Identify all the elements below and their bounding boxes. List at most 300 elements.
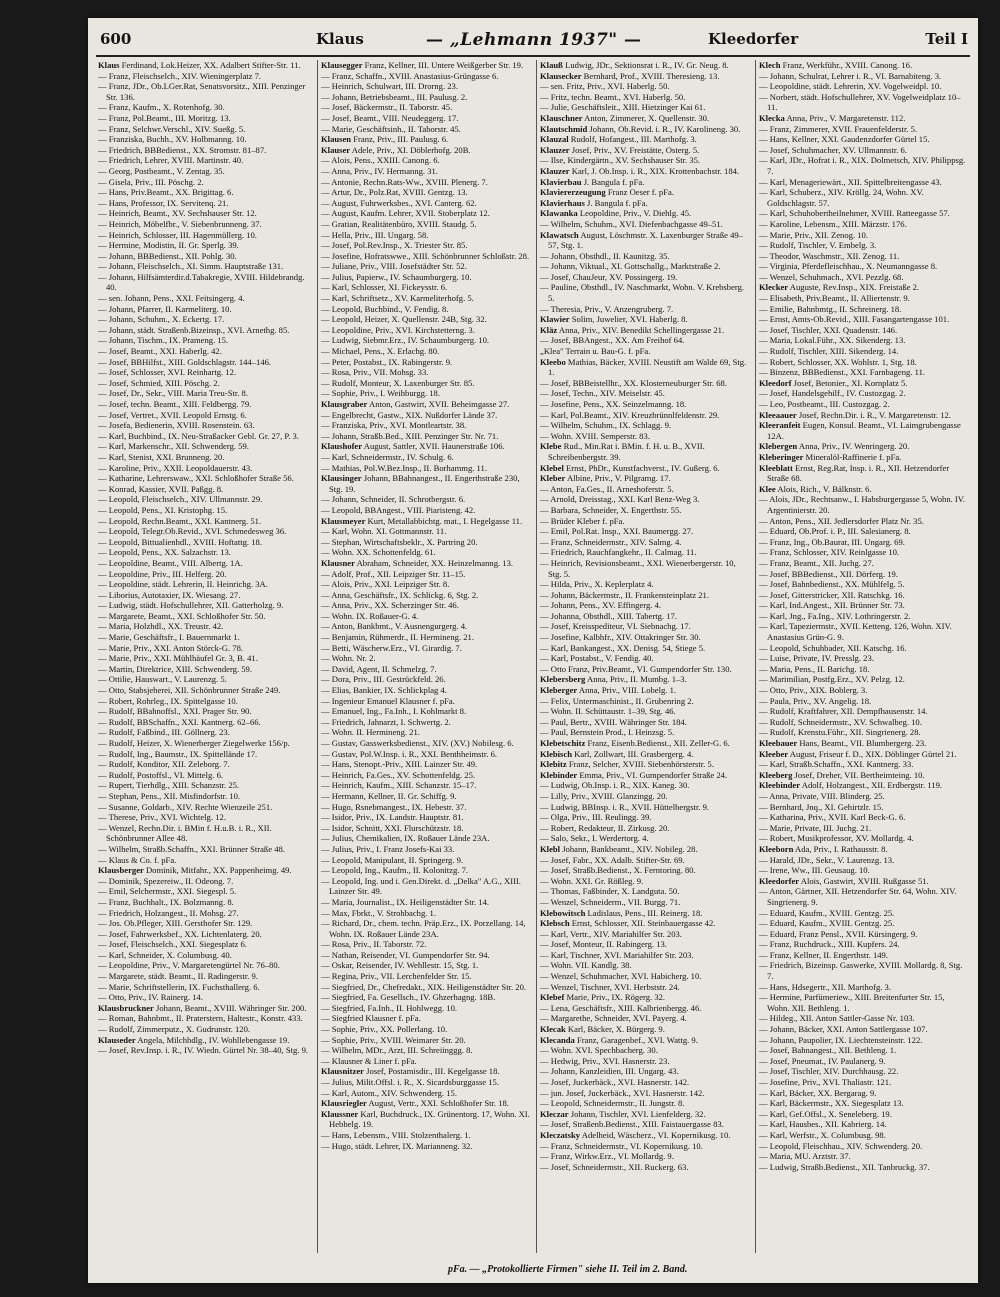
directory-entry: — Leopold, Ing. und i. Gen.Direkt. d. „Delka" A.G., XIII. Lainzer Str. 49. [321, 875, 521, 897]
directory-entry: — Julius, Chemikalien, IX. Roßauer Lände 23A. [321, 833, 490, 844]
directory-entry: — Hans, Stenopt.-Priv., XIII. Lainzer Str. 49. [321, 759, 478, 770]
directory-entry: — Ludwig, Ob.Insp. i. R., XIX. Kaneg. 30. [540, 780, 690, 791]
directory-entry: — Antonie, Rechn.Rats-Ww., XVIII. Plenerg. 7. [321, 176, 488, 187]
directory-entry: — Josefine, Kalbhfr., XIV. Ottakringer Str. 30. [540, 632, 701, 643]
directory-entry: — Binzenz, BBBedienst., XXI. Farnbageng. 11. [759, 367, 926, 378]
directory-entry: — Rosa, Priv., VII. Mohsg. 33. [321, 367, 429, 378]
directory-entry: — Leopold, Buchbind., V. Fendig. 8. [321, 303, 449, 314]
directory-entry: — Franz, Schneidermstr., VI. Kopernikusg. 10. [540, 1140, 703, 1151]
directory-entry: — Marie, Geschäftsfr., I. Bauernmarkt 1. [98, 632, 240, 643]
directory-entry: — Wenzel, Schuhmach., XVI. Pezzlg. 68. [759, 271, 904, 282]
directory-entry: Kleebo Mathias, Bäcker, XVIII. Neustift am Walde 69, Stg. 1. [540, 356, 747, 378]
directory-entry: Klebisch Karl, Zollwart, III. Grasbergerg. 4. [540, 748, 694, 759]
directory-entry: — Rudolf, Heizer, X. Wienerberger Ziegelwerke 156/p. [98, 738, 290, 748]
directory-entry: — David, Agent, II. Schmelzg. 7. [321, 663, 437, 674]
directory-entry: — Juliane, Priv., VIII. Josefstädter Str. 52. [321, 261, 467, 272]
directory-entry: — Adolf, Prof., XII. Leipziger Str. 11–15. [321, 568, 466, 579]
directory-entry: — Ludwig, Straßb.Bedienst., XII. Tanbruckg. 37. [759, 1161, 930, 1172]
directory-entry: Kleeblatt Ernst, Reg.Rat, Insp. i. R., XII. Hetzendorfer Straße 68. [759, 462, 950, 484]
directory-entry: — Franz, Fleischselch., XIV. Wieningerplatz 7. [98, 70, 262, 81]
directory-entry: — Rudolf, BBSchaffn., XXI. Kantnerg. 62–66. [98, 716, 261, 727]
directory-entry: — Friedrich, Lehrer, XVIII. Martinstr. 40. [98, 155, 244, 166]
directory-entry: — Johann, Fleischselch., XI. Simm. Hauptstraße 131. [98, 261, 284, 272]
directory-entry: — August, Kaufm. Lehrer, XVII. Stoberplatz 12. [321, 208, 490, 219]
directory-entry: Kleczar Johann, Tischler, XVI. Lienfelderg. 32. [540, 1108, 706, 1119]
directory-entry: — Wohn. II. Hermineng. 21. [321, 727, 420, 738]
directory-entry: — Johann, Pfarrer, II. Karmeliterg. 10. [98, 303, 232, 314]
directory-entry: — Franz, JDr., Ob.LGer.Rat, Senatsvorsitz., XIII. Penzinger Str. 136. [98, 81, 306, 102]
directory-entry: — Norbert, städt. Hofschullehrer, XV. Vogelweidplatz 10–11. [759, 91, 961, 113]
directory-entry: Klebetschitz Franz, Eisenb.Bedienst., XII. Zeller-G. 6. [540, 738, 730, 748]
directory-entry: — Hans, Professor, IX. Servitenq. 21. [98, 197, 229, 208]
directory-entry: — Marimilian, Postfg.Erz., XV. Pelzg. 12. [759, 674, 905, 685]
directory-entry: — Anna, Priv., IV. Hermanng. 31. [321, 165, 438, 176]
directory-entry: — Eduard, Franz Pensl., XVII. Kürsingerg. 9. [759, 928, 918, 939]
directory-entry: — Otto, Stabsjeherei, XII. Schönbrunner Straße 249. [98, 685, 281, 696]
directory-entry: Klausecker Bernhard, Prof., XVIII. Theresieng. 13. [540, 70, 720, 81]
directory-entry: — Michael, Pens., X. Erlachg. 80. [321, 346, 440, 357]
directory-entry: — Alois, JDr., Rechtsanw., I. Habsburgergasse 5, Wohn. IV. Argentinierstr. 20. [759, 494, 966, 515]
directory-entry: — Josef, Beamt., VIII. Neudeggerg. 17. [321, 112, 459, 123]
directory-entry: — Rudolf, Kraftfahrer, XII. Dempfhausenstr. 14. [759, 706, 928, 717]
directory-entry: — Leopold, Telegr.Ob.Revid., XVI. Schmedesweg 36. [98, 526, 287, 537]
directory-entry: — Karl, Jng., Fa.Ing., XIV. Lothringerstr. 2. [759, 610, 911, 621]
directory-entry: — Arnold, Dreisstag., XXI. Karl Benz-Weg 3. [540, 494, 700, 505]
directory-entry: Klebef Marie, Priv., IX. Rögerg. 32. [540, 992, 666, 1003]
directory-entry: — Karoline, Priv., XXII. Leopoldauerstr. 43. [98, 462, 253, 473]
directory-entry: — Johann, Schneider, II. Schrotbergstr. 6. [321, 494, 466, 505]
directory-columns [98, 60, 968, 1253]
directory-entry: — Katharine, Lehrerswaw., XXI. Schloßhofer Straße 56. [98, 473, 294, 484]
directory-entry: — Johann, Obsthdl., II. Kaunitzg. 35. [540, 250, 670, 261]
directory-entry: — Franz, Beamt., XII. Juchg. 27. [759, 557, 874, 568]
column-4 [755, 60, 968, 1253]
directory-entry: — Karl, Menageriewärt., XII. Spittelbreitengasse 43. [759, 176, 942, 187]
directory-entry: — Maria, MU. Arztstr. 37. [759, 1151, 851, 1162]
directory-entry: Klaviererzeugung Franz Oeser f. pFa. [540, 187, 674, 198]
directory-entry: Klebersberg Anna, Priv., II. Mumbg. 1–3. [540, 674, 687, 685]
directory-entry: Klawier Solim, Juwelier, XVI. Haberlg. 8. [540, 314, 688, 325]
directory-entry: — Karl, Tapeziermstr., XVII. Ketteng. 126, Wohn. XIV. Anastasius Grün-G. 9. [759, 621, 952, 643]
directory-entry: — Josef, Fleischselch., XXI. Siegesplatz 6. [98, 939, 247, 950]
directory-entry: — Paula, Priv., XV. Angelig. 18. [759, 695, 872, 706]
directory-entry: — Rudolf, Konditor, XII. Zeleborg. 7. [98, 759, 230, 770]
directory-entry: — Hermine, Modistin, II. Gr. Sperlg. 39. [98, 240, 239, 251]
directory-entry: — Margarete, Beamt., XXI. Schloßhofer Str. 50. [98, 610, 266, 621]
directory-entry: — Ingenieur Emanuel Klausner f. pFa. [321, 695, 455, 706]
directory-entry: — Ilse, Kindergärtn., XV. Sechshauser Str. 35. [540, 155, 701, 166]
directory-entry: — Josef, Juckerbäck., XVI. Hasnerstr. 142. [540, 1077, 690, 1087]
directory-entry: Klaussner Karl, Buchdruck., IX. Grünentorg. 17, Wohn. XI. Hebbelg. 19. [321, 1108, 530, 1130]
directory-entry: Klecanda Franz, Garagenbef., XVI. Wattg. 9. [540, 1034, 698, 1045]
directory-entry: — Emil, Selchermstr., XXI. Siegespl. 5. [98, 886, 237, 897]
directory-entry: — Wohn. Nr. 2. [321, 653, 376, 664]
directory-entry: — Betti, Wäscherw.Erz., VI. Girardig. 7. [321, 642, 462, 653]
directory-entry: — Pauline, Obsthdl., IV. Naschmarkt, Wohn. V. Krebsberg. 5. [540, 282, 745, 304]
directory-entry: — Lilly, Priv., XVIII. Glanzingg. 20. [540, 790, 668, 801]
directory-entry: — Hilda, Priv., X. Keplerplatz 4. [540, 579, 654, 590]
directory-entry: — Rudolf, BBahnoffsl., XXI. Prager Str. 90. [98, 706, 252, 717]
directory-entry: — Wilhelm, MDr., Arzt, III. Schreiinggg. 8. [321, 1045, 473, 1056]
directory-entry: — Heinrich, Möbelfbr., V. Siebenbrunneng. 37. [98, 218, 262, 229]
directory-entry: — Franziska, Priv., XVI. Montleartstr. 38. [321, 420, 467, 431]
directory-entry: — Franz, Schneidermstr., XIV. Salmg. 4. [540, 536, 682, 547]
directory-entry: — Konrad, Kassier, XVII. Paßgg. 8. [98, 483, 224, 494]
directory-entry: — Ernst, Amts-Ob.Revid., XIII. Fasangartengasse 101. [759, 314, 950, 325]
directory-entry: — Josef, Tischler, XIV. Durchhausg. 22. [759, 1066, 899, 1077]
directory-entry: — Leopold, Pens., XX. Salzachstr. 13. [98, 547, 231, 558]
directory-entry: Kleeberg Josef, Dreher, VII. Bertheimteing. 10. [759, 769, 925, 780]
directory-entry: — Maria, Lokal.Führ., XX. Sikenderg. 13. [759, 335, 906, 346]
directory-entry: — Leopold, Ing., Kaufm., II. Kolonitzg. 7. [321, 865, 469, 876]
directory-entry: — Johann, Viktual., XI. Gottschallg., Marktstraße 2. [540, 261, 721, 272]
directory-entry: — Josef, techn. Beamt., XIII. Feldbergg. 79. [98, 399, 252, 409]
directory-entry: — Karl, Straßb.Schaffn., XXI. Kantnerg. 33. [759, 759, 914, 770]
directory-entry: — Josef, Pol.Rev.Insp., X. Triester Str. 85. [321, 240, 468, 251]
directory-entry: — Karl, Schneidermstr., IV. Schulg. 6. [321, 451, 454, 462]
directory-entry: Klech Franz, Werkführ., XVIII. Canong. 16. [759, 60, 913, 70]
directory-entry: Klaus Ferdinand, Lok.Heizer, XX. Adalbert Stifter-Str. 11. [98, 60, 301, 70]
directory-entry: — Karl, Bankangest., XX. Denisg. 54, Stiege 5. [540, 642, 706, 653]
directory-entry: — Dominik, Spezereiw., II. Odeong. 7. [98, 875, 234, 886]
directory-entry: — Karl, Schneider, X. Columbusg. 40. [98, 949, 232, 960]
directory-entry: — Paul, Bernstein Prod., I. Heinzsg. 5. [540, 727, 675, 738]
directory-entry: — Anton, Gärtner, XII. Hetzendorfer Str. 64, Wohn. XIV. Singrienerg. 9. [759, 886, 957, 907]
directory-entry: — Franz, Kaufm., X. Rotenhofg. 30. [98, 102, 225, 113]
directory-entry: — Johann, BBBedienst., XII. Pohlg. 30. [98, 250, 237, 261]
directory-entry: Klecka Anna, Priv., V. Margaretenstr. 112. [759, 112, 906, 123]
directory-entry: — Margarethe, Schneider, XVI. Payerg. 4. [540, 1013, 687, 1024]
directory-entry: — Leopold, Fleischselch., XIV. Ullmannstr. 29. [98, 494, 263, 505]
column-1 [98, 60, 311, 1253]
directory-entry: — Marie, Priv., XXI. Anton Störck-G. 78. [98, 642, 244, 653]
directory-entry: — Rosa, Priv., II. Taborstr. 72. [321, 939, 427, 950]
directory-entry: — Elisabeth, Priv.Beamt., II. Alliertenstr. 9. [759, 293, 910, 304]
directory-entry: — Anna, Priv., XX. Scherzinger Str. 46. [321, 600, 459, 611]
directory-entry: — Franz, Wirkw.Erz., VI. Mollardg. 9. [540, 1151, 674, 1162]
directory-entry: Kläz Anna, Priv., XIV. Benedikt Schellingergasse 21. [540, 324, 725, 335]
directory-entry: — Leopold, BBAngest., VIII. Piaristeng. 42. [321, 504, 476, 515]
directory-entry: — Franz, Buchhalt., IX. Bolzmanng. 8. [98, 896, 234, 907]
directory-entry: — Leopold, Manipulant, II. Springerg. 9. [321, 854, 464, 865]
directory-entry: — Salo, Sekr., I. Werdertorg. 4. [540, 833, 649, 844]
directory-entry: — Josef, Bäckermstr., II. Taborstr. 45. [321, 102, 453, 113]
directory-entry: — Sophie, Priv., I. Weihburgg. 18. [321, 388, 440, 399]
directory-entry: Klausgraber Anton, Gastwirt, XVII. Beheimgasse 27. [321, 399, 510, 409]
directory-entry: — Alois, Priv., XXI. Leipziger Str. 8. [321, 579, 450, 590]
directory-entry: — Leopold, Heizer, X. Quellenstr. 24B, Stg. 32. [321, 314, 487, 325]
header-rule [96, 55, 970, 57]
directory-entry: — Josef, Tischler, XXI. Quadenstr. 146. [759, 324, 898, 335]
directory-entry: — Karl, Hausbes., XII. Kabrierg. 14. [759, 1119, 887, 1130]
directory-entry: — Leopold, Schuhbader, XII. Katschg. 16. [759, 642, 907, 653]
directory-entry: — Leopold, Rechn.Beamt., XXI. Kantnerg. 51. [98, 515, 262, 526]
directory-entry: — Wilhelm, Straßb.Schaffn., XXI. Brünner Straße 48. [98, 843, 285, 854]
directory-entry: — Leopold, Schneidermstr., II. Jungstr. 8. [540, 1098, 685, 1109]
directory-entry: — Hermine, Parfümeriew., XIII. Breitenfurter Str. 15, Wohn. XII. Bethleng. 1. [759, 992, 945, 1013]
directory-entry: — Robert, Redakteur, II. Zirkusg. 20. [540, 822, 670, 833]
directory-entry: Klausbruckner Johann, Beamt., XVIII. Währinger Str. 200. [98, 1002, 307, 1013]
directory-entry: — Stephan, Wirtschaftsbeklr., X. Partring 20. [321, 536, 478, 547]
directory-entry: — Johann, Tischm., IX. Prameng. 15. [98, 335, 229, 346]
directory-entry: Klavierbau J. Bangula f. pFa. [540, 176, 645, 187]
directory-entry: — Josef, Monteur, II. Rabingerg. 13. [540, 939, 667, 950]
directory-entry: — Anna, Private, VIII. Blinderg. 25. [759, 790, 885, 801]
directory-entry: — Friedrich, BBBedienst., XX. Stromstr. 81–87. [98, 144, 267, 155]
directory-entry: — Karl, Markenschr., XII. Schwenderg. 59. [98, 441, 249, 452]
directory-entry: — Wenzel, Schneiderm., VII. Burgg. 71. [540, 896, 681, 907]
directory-entry: — Otto Franz, Priv.Beamt., VI. Gumpendorfer Str. 130. [540, 663, 732, 674]
directory-entry: — Maria, Journalist., IX. Heiligenstädter Str. 14. [321, 896, 490, 907]
directory-entry: — Isidor, Priv., IX. Landstr. Hauptstr. 81. [321, 812, 464, 823]
directory-entry: — Brüder Kleber f. pFa. [540, 515, 625, 526]
directory-entry: — Karl, Gef.Offsl., X. Seneleberg. 19. [759, 1108, 892, 1119]
directory-entry: — Wenzel, Schuhmacher, XVI. Habicherg. 10. [540, 971, 702, 982]
directory-entry: — Hans, Lebensm., VIII. Stolzenthalerg. 1. [321, 1129, 471, 1140]
directory-entry: — Georg, Postbeamt., V. Zentag. 35. [98, 165, 225, 176]
directory-entry: — Wohn. XX. Schottenfeldg. 61. [321, 547, 436, 558]
directory-entry: — Rudolf, Schneidermstr., XV. Schwalbeg. 10. [759, 716, 922, 727]
directory-entry: — Friedrich, Holzangest., II. Mohsg. 27. [98, 907, 239, 918]
directory-entry: — Karl, Tischner, XVI. Mariahilfer Str. 203. [540, 949, 694, 960]
directory-entry: Kleedorf Josef, Betonier., XI. Kornplatz 5. [759, 377, 908, 388]
directory-entry: — Josefa, Bedienerin, XVIII. Rosenstein. 63. [98, 420, 255, 431]
directory-entry: — Rudolf, Tischler, V. Embelg. 3. [759, 240, 877, 251]
directory-entry: — Leopold, Pens., XI. Kristophg. 15. [98, 504, 228, 515]
directory-entry: — Robert, Schlosser, XX. Wohlstr. 1, Stg. 18. [759, 356, 917, 367]
directory-entry: — Siegfried, Fa.Inh., II. Hohlwegg. 10. [321, 1002, 458, 1013]
directory-entry: — Johann, Schulrat, Lehrer i. R., VI. Barnabiteng. 3. [759, 70, 942, 81]
directory-entry: — Jos. Ob.Pfleger, XIII. Gersthofer Str. 129. [98, 918, 253, 929]
directory-entry: Klauzer Karl, J. Ob.Insp. i. R., XIX. Krottenbachstr. 184. [540, 165, 740, 176]
directory-entry: — Rudolf, Tischler, XIII. Sikenderg. 14. [759, 346, 899, 357]
page-header [96, 30, 970, 52]
directory-entry: — Wilhelm, Schuhm., IX. Schlagg. 9. [540, 420, 672, 431]
directory-entry: — Dora, Priv., III. Gestrückfeld. 26. [321, 674, 446, 685]
directory-entry: — Hella, Priv., III. Ungarg. 58. [321, 229, 429, 240]
directory-entry: Klaushofer August, Sattler, XVII. Haunerstraße 106. [321, 441, 505, 452]
directory-entry: Klauschner Anton, Zimmerer, X. Quellenstr. 30. [540, 112, 710, 123]
directory-entry: — Mathias, Pol.W.Bez.Insp., II. Borhammg. 11. [321, 462, 487, 473]
directory-entry: Klauseder Angela, Milchhdlg., IV. Wohllebengasse 19. [98, 1034, 290, 1045]
directory-entry: — Karl, Wohn. XI. Gottmannstr. 11. [321, 526, 447, 537]
directory-entry: Klebel Ernst, PhDr., Kunstfachverst., IV. Gußerg. 6. [540, 462, 720, 473]
directory-entry: — jun. Josef, Juckerbäck., XVI. Hasnerstr. 142. [540, 1087, 705, 1098]
directory-entry: — Franz, Pol.Beamt., III. Moritzg. 13. [98, 112, 231, 123]
directory-entry: — Karl, Pol.Beamt., XIV. Kreuzbrünnlfeldenstr. 29. [540, 409, 720, 420]
directory-entry: — Otto, Priv., IV. Rainerg. 14. [98, 992, 203, 1003]
directory-entry: — Franz, Kellner, II. Engerthstr. 149. [759, 949, 889, 960]
directory-entry: — Wenzel, Rechn.Dir. i. BMin f. H.u.B. i. R., XII. Schönbrunner Allee 48. [98, 822, 272, 844]
directory-entry: Kleebinder Adolf, Holzangest., XII. Erdbergstr. 119. [759, 780, 943, 791]
directory-entry: — Hedwig, Priv., XVI. Hasnerstr. 23. [540, 1055, 670, 1066]
directory-entry: Klausberger Dominik, Mitfahr., XX. Pappenheimg. 49. [98, 865, 292, 876]
directory-entry: — Oskar, Reisender, IV. Wehllestr. 15, Stg. 1. [321, 960, 479, 971]
directory-entry: — Josef, ChauJeur, XV. Possingerg. 19. [540, 271, 678, 282]
directory-entry: — Siegfried, Dr., Chefredakt., XIX. Heiligenstädter Str. 20. [321, 981, 527, 992]
directory-entry: — Josef, Kreisspediteur, VI. Siebnachg. 17. [540, 621, 691, 632]
directory-entry: — Josef, Fabr., XX. Adalb. Stifter-Str. 69. [540, 854, 685, 865]
directory-entry: — August, Fuhrwerksbes., XVI. Canterg. 62. [321, 197, 477, 208]
directory-entry: — Johann, Bäckermstr., II. Frankensteinplatz 21. [540, 589, 709, 600]
column-3 [536, 60, 749, 1253]
directory-entry: Klebitz Franz, Selcher, XVIII. Siebenhörsterstr. 5. [540, 759, 714, 770]
directory-entry: — Eduard, Kaufm., XVIII. Gentzg. 25. [759, 907, 895, 918]
directory-entry: — Heinrich, Kaufm., XIII. Schanzstr. 15–17. [321, 780, 477, 791]
directory-entry: — Wenzel, Tischner, XVI. Herbststr. 24. [540, 981, 680, 992]
directory-entry: — Leopoldine, Beamt., VIII. Albertg. 1A. [98, 557, 243, 568]
directory-entry: — Harald, JDr., Sekr., V. Laurenzg. 13. [759, 854, 895, 865]
directory-entry: — Marie, Priv., XII. Zenog. 10. [759, 229, 868, 240]
directory-entry: — Hugo, städt. Lehrer, IX. Marianneng. 32. [321, 1140, 473, 1151]
directory-entry: — Rudolf, Monteur, X. Laxenburger Str. 85. [321, 377, 475, 388]
directory-entry: — Josef, Schuhmacher, XV. Ullmannstr. 6. [759, 144, 907, 155]
directory-entry: — Fritz, techn. Beamt., XVI. Haberlg. 50. [540, 91, 686, 102]
directory-entry: — Josef, Vertret., XVII. Leopold Ernstg. 6. [98, 409, 247, 420]
directory-entry: — Anton, Bankbmt., V. Ausnengurgerg. 4. [321, 621, 468, 632]
directory-entry: — Emilie, Bahnbmtg., II. Schreinerg. 18. [759, 303, 902, 314]
directory-entry: — Johann, Betriebsbeamt., III. Paulusg. 2. [321, 91, 468, 102]
directory-entry: — Leopoldine, Priv., V. Margaretengürtel Nr. 76–80. [98, 960, 280, 971]
directory-entry: — Bernhard, Jnq., XI. Gehirtzlr. 15. [759, 801, 884, 812]
directory-entry: — Wohn. II. Schüttaustr. 1–39, Stg. 46. [540, 706, 676, 717]
directory-entry: — Josef, BBBedienst., XII. Dörferg. 19. [759, 568, 898, 579]
directory-entry: — Josef, Schmied, XIII. Pöschg. 2. [98, 377, 220, 388]
directory-entry: — Julius, Priv., I. Franz Josefs-Kai 33. [321, 843, 455, 854]
header-first-name: Klaus [316, 30, 364, 48]
directory-entry: — Katharina, Priv., XVII. Karl Beck-G. 6. [759, 812, 906, 823]
header-part: Teil I [925, 30, 968, 48]
directory-entry: — Josef, Pneumat., IV. Paulanerg. 9. [759, 1055, 886, 1066]
directory-entry: — Klaus & Co. f. pFa. [98, 854, 177, 865]
directory-entry: — Rudolf, Faßbind., III. Göllnerg. 23. [98, 727, 230, 738]
directory-entry: — Josef, Straßenb.Bedienst., XIII. Faistauergasse 83. [540, 1119, 724, 1130]
directory-entry: — Johann, Pens., XV. Effingerg. 4. [540, 600, 662, 611]
directory-entry: — Josef, Schlosser, XVI. Reinhartg. 12. [98, 367, 237, 378]
directory-entry: — Marie, Private, III. Juchg. 21. [759, 822, 872, 833]
directory-entry: — Maria, Holzhdl., XX. Treustr. 42. [98, 621, 224, 632]
directory-entry: — Gisela, Priv., III. Pöschg. 2. [98, 176, 204, 187]
directory-entry: — Susanne, Goldarb., XIV. Rechte Wienzeile 251. [98, 801, 273, 812]
directory-entry: Klebowitsch Ladislaus, Pens., III. Reinerg. 18. [540, 907, 703, 918]
directory-entry: — Leopoldine, städt. Lehrerin, XV. Vogelweidpl. 10. [759, 81, 942, 92]
directory-entry: — Josef, Techn., XIV. Meiselstr. 45. [540, 388, 665, 399]
directory-entry: — Anna, Geschäftsfr., IX. Schlickg. 6, Stg. 2. [321, 589, 479, 600]
directory-entry: Kleberinger Mineralöl-Raffinerie f. pFa. [759, 451, 902, 462]
directory-entry: — Leopoldine, Priv., III. Helferg. 20. [98, 568, 227, 579]
directory-entry: — Josef, BBAngest., XX. Am Freihof 64. [540, 335, 685, 346]
directory-entry: Klautschmid Johann, Ob.Revid. i. R., IV. Karolineng. 30. [540, 123, 741, 134]
directory-entry: Klausegger Franz, Kellner, III. Untere Weißgerber Str. 19. [321, 60, 524, 70]
directory-entry: — Martin, Direktrice, XIII. Schwenderg. 59. [98, 663, 253, 674]
directory-entry: — Rudolf, Ing., Baumstr., IX. Spittellände 17. [98, 748, 258, 759]
directory-entry: — Rupert, Tierhdlg., XIII. Schanzstr. 25. [98, 780, 240, 791]
directory-entry: — Lena, Geschäftsfr., XIII. Kalbrienbergg. 46. [540, 1002, 702, 1013]
directory-entry: — Johanna, Obsthdl., XIII. Tabertg. 17. [540, 610, 677, 621]
directory-entry: — Karl, JDr., Hofrat i. R., XIX. Dolmetsch, XIV. Philippsg. 7. [759, 155, 966, 176]
directory-entry: — Johann, Bäcker, XXI. Anton Sattlergasse 107. [759, 1024, 928, 1035]
directory-entry: — Engelbrecht, Gastw., XIX. Nußdorfer Lände 37. [321, 409, 498, 420]
directory-entry: — Hans, Priv.Beamt., XX. Brigittag. 6. [98, 187, 234, 198]
directory-entry: — Theodor, Waschmstr., XII. Zenog. 11. [759, 250, 900, 261]
directory-entry: Kleberger Anna, Priv., VIII. Lobelg. 1. [540, 685, 677, 696]
directory-entry: Klausmeyer Kurt, Metallabbichtg. mat., I. Hegelgasse 11. [321, 515, 523, 526]
directory-entry: — Friedrich, Jahnarzt, I. Schwertg. 2. [321, 716, 451, 727]
directory-entry: — Karl, Vertr., XIV. Mariahilfer Str. 203. [540, 928, 682, 939]
directory-entry: — Josef, Fahrwerksbef., XX. Lichtenlaterg. 20. [98, 928, 262, 939]
directory-entry: — Julius, Papierw., IV. Schaumburgerg. 10. [321, 271, 472, 282]
directory-entry: Klavierhaus J. Bangula f. pFa. [540, 197, 648, 208]
directory-entry: Klauzer Josef, Priv., XV. Freistätte, Osterg. 5. [540, 144, 700, 155]
directory-entry: — Isidor, Schnitt, XXI. Flurschützstr. 18. [321, 822, 464, 833]
directory-entry: Kleedorfer Alois, Gastwirt, XVIII. Rußgasse 51. [759, 875, 929, 886]
directory-entry: Klebl Johann, Bankbeamt., XIV. Nobileg. 28. [540, 843, 698, 854]
header-title: — „Lehmann 1937" — [426, 30, 642, 50]
directory-entry: — Josef, Dr., Sekr., VIII. Maria Treu-Str. 8. [98, 388, 248, 399]
directory-entry: — Friedrich, Rauchfangkehr., II. Calmag. 11. [540, 547, 697, 558]
directory-entry: — Marie, Geschäftsinh., II. Taborstr. 45. [321, 123, 461, 134]
directory-entry: — Heinrich, Beamt., XV. Sechshauser Str. 12. [98, 208, 257, 219]
page-number: 600 [100, 30, 132, 48]
directory-entry: Klausnitzer Josef, Postamisdir., III. Kegelgasse 18. [321, 1066, 500, 1077]
directory-entry: — Hans, Hdsegertr., XII. Marthofg. 3. [759, 981, 891, 992]
directory-entry: — Max, Fbrkt., V. Strohbachg. 1. [321, 907, 436, 918]
directory-entry: — Wilhelm, Schuhm., XVI. Diefenbachgasse 49–51. [540, 218, 723, 229]
directory-entry: — Roman, Bahnbmt., II. Praterstern, Haltestr., Konstr. 433. [98, 1013, 303, 1024]
directory-entry: — Rudolf, Krenstu.Führ., XII. Singrienerg. 28. [759, 727, 921, 738]
directory-entry: — sen. Johann, Pens., XXI. Feitsingerg. 4. [98, 293, 245, 304]
column-2 [317, 60, 530, 1253]
directory-entry: — Marie, Priv., XXI. Mühlhäufel Gr. 3, B. 41. [98, 653, 258, 664]
directory-entry: — Heinrich, Fa.Ges., XV. Schottenfeldg. 25. [321, 769, 476, 780]
directory-entry: — Josef, BBHilfst., XIII. Goldschlagstr. 144–146. [98, 356, 272, 367]
directory-entry: Klawatsch August, Löschmstr. X. Laxenburger Straße 49–57, Stg. 1. [540, 229, 743, 251]
directory-entry: Kleeborn Ada, Priv., I. Rathausstr. 8. [759, 843, 888, 854]
directory-entry: — Johann, Straßb.Bed., XIII. Penzinger Str. Nr. 71. [321, 430, 499, 441]
directory-entry: — Franz, Ruchdruck., XIII. Kupfers. 24. [759, 939, 900, 950]
directory-entry: — Karl, Autom., XIV. Schwenderg. 15. [321, 1087, 457, 1098]
directory-entry: — Therese, Priv., XVI. Wichtelg. 12. [98, 812, 226, 823]
directory-entry: — Hermann, Kellner, II. Gr. Schiffg. 9. [321, 790, 457, 801]
directory-entry: — Margarete, städt. Beamt., II. Radingerstr. 9. [98, 971, 258, 982]
directory-entry: — Heinrich, Revisionsbeamt., XXI. Wienerbergerstr. 10, Stg. 5. [540, 557, 736, 579]
directory-entry: Klebergen Anna, Priv., IV. Wenringerg. 20. [759, 441, 910, 452]
directory-entry: — Ludwig, BBInsp. i. R., XVII. Hüttelbergstr. 9. [540, 801, 710, 812]
directory-entry: — Heinrich, Schlosser, III. Hagenmüllerg. 10. [98, 229, 257, 240]
directory-entry: — Wohn. XVIII. Semperstr. 83. [540, 430, 650, 441]
directory-entry: — Klausner & Liner f. pFa. [321, 1055, 417, 1066]
directory-entry: — Johann, Schuhm., X. Eckertg. 17. [98, 314, 225, 325]
directory-entry: — Hildeg., XII. Anton Sattler-Gasse Nr. 103. [759, 1013, 915, 1024]
directory-entry: Klawanka Leopoldine, Priv., V. Diehlg. 45. [540, 208, 692, 219]
directory-entry: — Josef, Schneidermstr., XII. Ruckerg. 63. [540, 1161, 689, 1172]
directory-entry: — Barbara, Schneider, X. Engerthstr. 55. [540, 504, 682, 515]
directory-entry: — Hugo, Rsnebmangest., IX. Hebestr. 37. [321, 801, 467, 812]
directory-entry: — Julie, Geschäftsleit., XIII. Hietzinger Kai 61. [540, 102, 706, 113]
directory-entry: — Leopoldine, Priv., XVI. Kirchstetterng. 3. [321, 324, 475, 335]
directory-entry: Kleebauer Hans, Beamt., VII. Blumbergerg. 23. [759, 738, 927, 748]
directory-entry: Klauzal Rudolf, Hofangest., III. Marthofg. 3. [540, 134, 697, 145]
directory-entry: — Regina, Priv., VII. Lerchenfelder Str. 15. [321, 971, 472, 982]
directory-entry: — Josef, BBBeistellhr., XX. Klosterneuburger Str. 68. [540, 377, 727, 388]
directory-page [88, 18, 978, 1283]
directory-entry: — Luise, Private, IV. Presslg. 23. [759, 653, 874, 664]
directory-entry: — Franz, Schaffn., XVIII. Anastasius-Grüngasse 6. [321, 70, 499, 81]
directory-entry: — Sophie, Priv., XX. Pollerlang. 10. [321, 1024, 448, 1035]
directory-entry: — sen. Fritz, Priv., XVI. Haberlg. 50. [540, 81, 670, 92]
directory-entry: — Franz, Schlosser, XIV. Reinlgasse 10. [759, 547, 900, 558]
directory-entry: — Johann, Hilfsämterdir.d.Tabakregie, XVIII. Hildebrandg. 40. [98, 271, 305, 293]
